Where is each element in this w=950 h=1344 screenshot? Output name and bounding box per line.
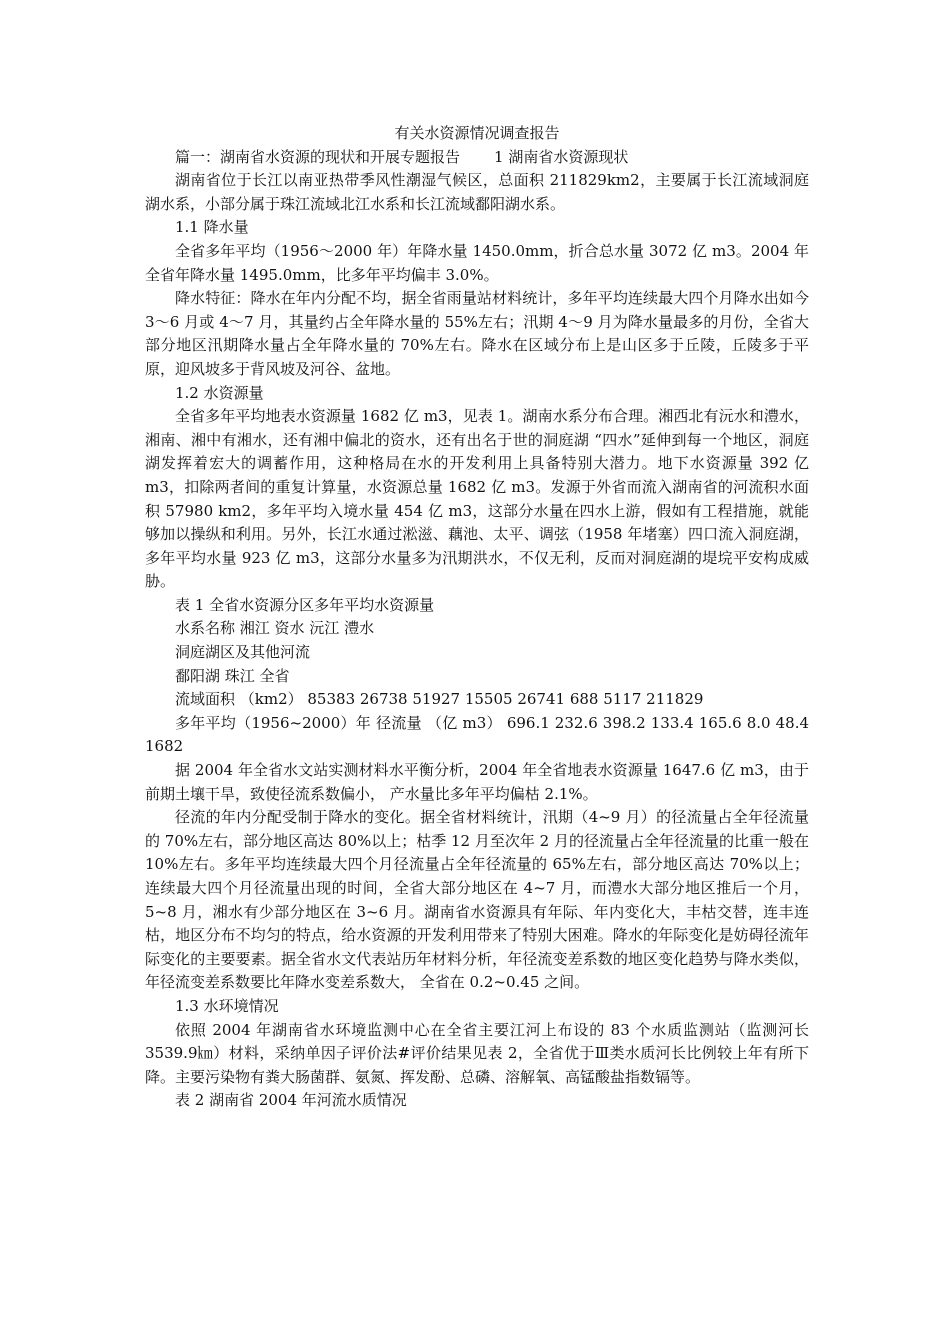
- table-1-area-row: 流域面积 （km2） 85383 26738 51927 15505 26741 688 5117 211829: [175, 690, 704, 709]
- document-page: [145, 122, 809, 1113]
- part-subheading: 1 湖南省水资源现状: [494, 147, 629, 166]
- paragraph-water-resources: 全省多年平均地表水资源量 1682 亿 m3，见表 1。湖南水系分布合理。湘西北有沅水和澧水，湘南、湘中有湘水，还有湘中偏北的资水，还有出名于世的洞庭湖 “四水”延伸到每一个地区，洞庭湖发挥着宏大的调蓄作用，这种格局在水的开发利用上具备特别大潜力。地下水资源量 392 亿 m3，扣除两者间的重复计算量，水资源总量 1682 亿 m3。发源于外省而流入湖南省的河流积水面积 57980 km2，多年平均入境水量 454 亿 m3，这部分水量在四水上游，假如有工程措施，就能够加以操纵和利用。另外，长江水通过淞滋、藕池、太平、调弦（1958 年堵塞）四口流入洞庭湖，多年平均水量 923 亿 m3，这部分水量多为汛期洪水，不仅无利，反而对洞庭湖的堤垸平安构成威胁。: [145, 407, 809, 591]
- table-1-runoff-row: 多年平均（1956~2000）年 径流量 （亿 m3） 696.1 232.6 398.2 133.4 165.6 8.0 48.4 1682: [145, 713, 809, 756]
- part-heading: 篇一：湖南省水资源的现状和开展专题报告: [175, 147, 461, 166]
- table-1-header-row-2: 洞庭湖区及其他河流: [175, 643, 311, 662]
- paragraph-intro: 湖南省位于长江以南亚热带季风性潮湿气候区，总面积 211829km2，主要属于长江流域洞庭湖水系，小部分属于珠江流域北江水系和长江流域鄱阳湖水系。: [145, 171, 809, 213]
- section-heading-water-environment: 1.3 水环境情况: [175, 996, 279, 1015]
- table-1-header-row: 水系名称 湘江 资水 沅江 澧水: [175, 619, 375, 638]
- section-heading-water-resources: 1.2 水资源量: [175, 383, 264, 402]
- paragraph-precipitation-features: 降水特征：降水在年内分配不均，据全省雨量站材料统计，多年平均连续最大四个月降水出如今 3～6 月或 4～7 月，其量约占全年降水量的 55%左右；汛期 4～9 月为降水量最多的月份，全省大部分地区汛期降水量占全年降水量的 70%左右。降水在区域分布上是山区多于丘陵，丘陵多于平原，迎风坡多于背风坡及河谷、盆地。: [145, 289, 809, 378]
- paragraph-precipitation-amount: 全省多年平均（1956～2000 年）年降水量 1450.0mm，折合总水量 3072 亿 m3。2004 年全省年降水量 1495.0mm，比多年平均偏丰 3.0%。: [145, 241, 809, 284]
- part-heading-line: [145, 146, 809, 170]
- paragraph-runoff-distribution: 径流的年内分配受制于降水的变化。据全省材料统计，汛期（4~9 月）的径流量占全年径流量的 70%左右，部分地区高达 80%以上；枯季 12 月至次年 2 月的径流量占全年径流量的比重一般在 10%左右。多年平均连续最大四个月径流量占全年径流量的 65%左右，部分地区高达 70%以上；连续最大四个月径流量出现的时间，全省大部分地区在 4~7 月，而澧水大部分地区推后一个月， 5~8 月，湘水有少部分地区在 3~6 月。湖南省水资源具有年际、年内变化大，丰枯交替，连丰连枯，地区分布不均匀的特点，给水资源的开发利用带来了特别大困难。降水的年际变化是妨碍径流年际变化的主要要素。据全省水文代表站历年材料分析，年径流变差系数的地区变化趋势与降水类似，年径流变差系数要比年降水变差系数大， 全省在 0.2~0.45 之间。: [145, 808, 809, 992]
- paragraph-water-quality: 依照 2004 年湖南省水环境监测中心在全省主要江河上布设的 83 个水质监测站（监测河长 3539.9㎞）材料，采纳单因子评价法#评价结果见表 2，全省优于Ⅲ类水质河长比例较上年有所下降。主要污染物有粪大肠菌群、氨氮、挥发酚、总磷、溶解氧、高锰酸盐指数镉等。: [145, 1020, 809, 1086]
- table-2-caption: 表 2 湖南省 2004 年河流水质情况: [175, 1091, 407, 1110]
- table-1-caption: 表 1 全省水资源分区多年平均水资源量: [175, 595, 435, 614]
- section-heading-precipitation: 1.1 降水量: [175, 218, 249, 237]
- document-title: 有关水资源情况调查报告: [394, 124, 560, 142]
- paragraph-2004-balance: 据 2004 年全省水文站实测材料水平衡分析，2004 年全省地表水资源量 1647.6 亿 m3，由于前期土壤干旱，致使径流系数偏小， 产水量比多年平均偏枯 2.1%。: [145, 761, 809, 803]
- table-1-header-row-3: 鄱阳湖 珠江 全省: [175, 666, 290, 685]
